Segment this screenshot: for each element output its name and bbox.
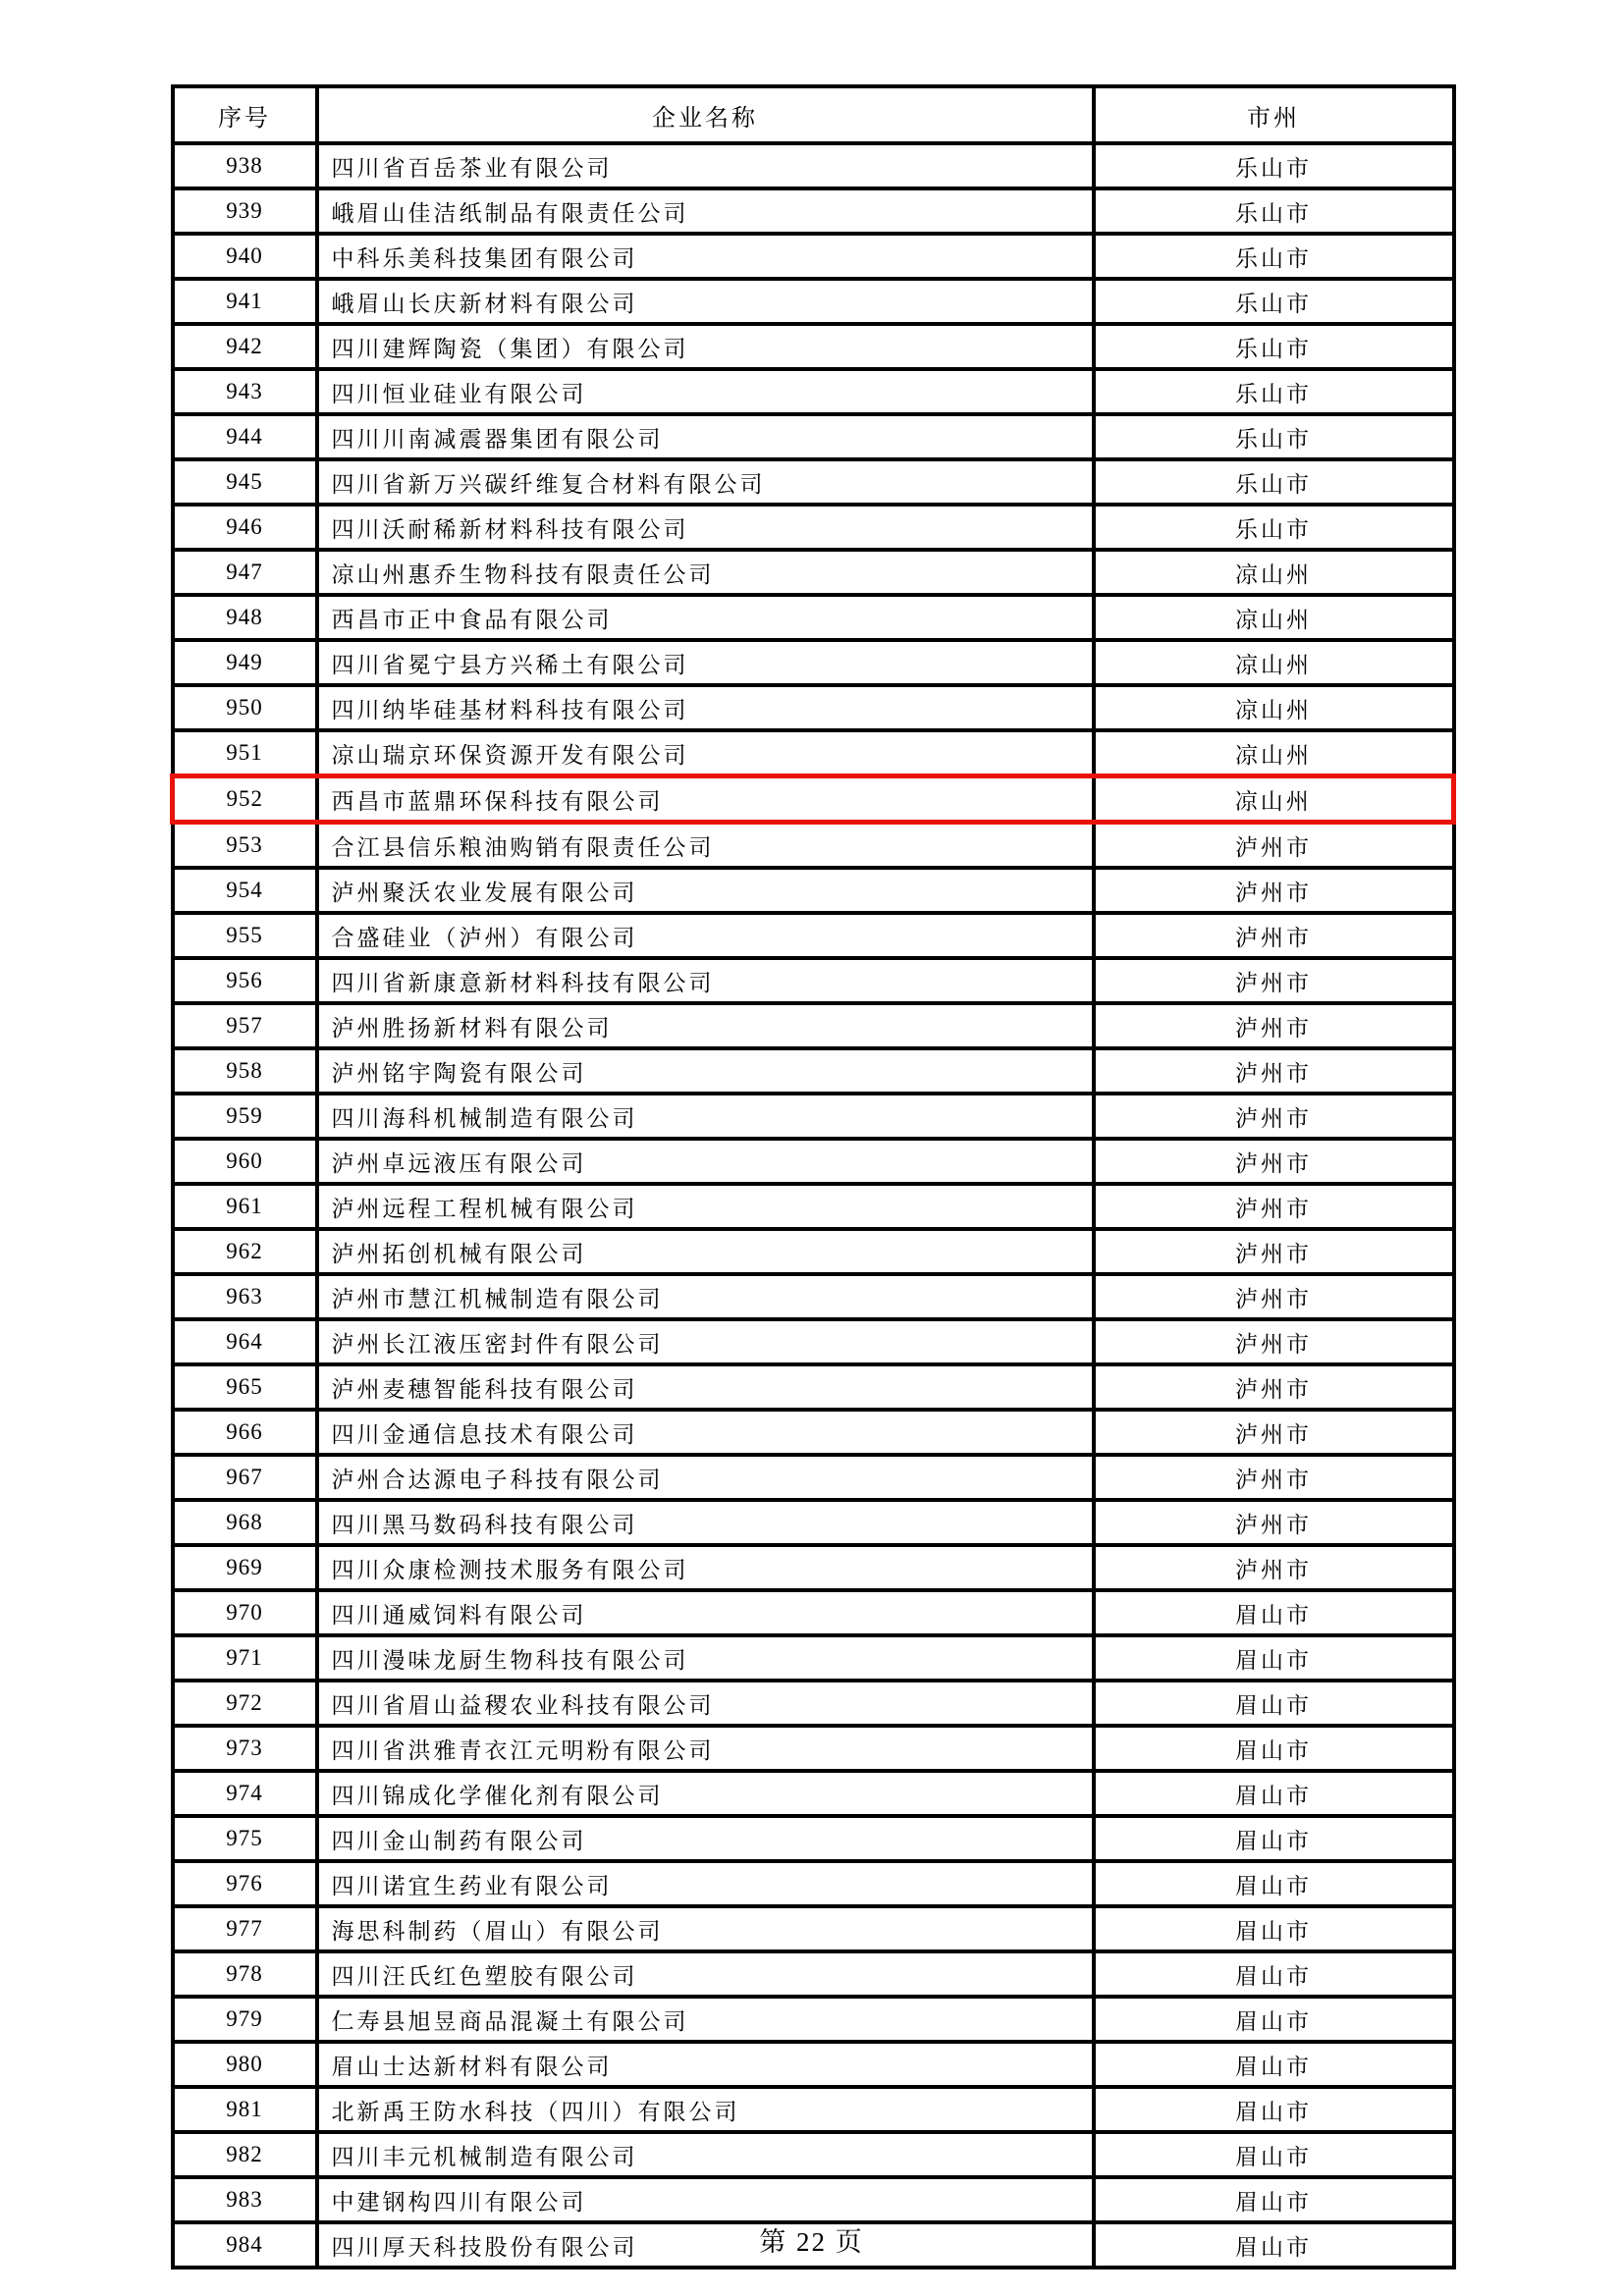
company-name-cell: 峨眉山长庆新材料有限公司: [317, 279, 1094, 324]
company-name-cell: 四川省洪雅青衣江元明粉有限公司: [317, 1726, 1094, 1771]
serial-cell: 975: [173, 1816, 317, 1861]
table-row: [173, 913, 1454, 958]
company-name-cell: 四川金通信息技术有限公司: [317, 1410, 1094, 1455]
serial-cell: 973: [173, 1726, 317, 1771]
city-cell: 泸州市: [1094, 868, 1454, 913]
table-row: [173, 958, 1454, 1003]
company-name-cell: 西昌市正中食品有限公司: [317, 595, 1094, 640]
company-name-cell: 泸州合达源电子科技有限公司: [317, 1455, 1094, 1500]
table-row: [173, 1410, 1454, 1455]
company-name-cell: 四川海科机械制造有限公司: [317, 1094, 1094, 1139]
city-cell: 眉山市: [1094, 2087, 1454, 2132]
company-name-cell: 泸州胜扬新材料有限公司: [317, 1003, 1094, 1048]
city-cell: 乐山市: [1094, 505, 1454, 550]
city-cell: 眉山市: [1094, 1681, 1454, 1726]
table-row: [173, 188, 1454, 234]
city-cell: 乐山市: [1094, 414, 1454, 459]
city-cell: 泸州市: [1094, 1184, 1454, 1229]
city-cell: 泸州市: [1094, 1319, 1454, 1364]
header-row: [173, 86, 1454, 143]
city-cell: 眉山市: [1094, 1816, 1454, 1861]
table-row: [173, 1771, 1454, 1816]
company-name-cell: 泸州麦穗智能科技有限公司: [317, 1364, 1094, 1410]
serial-cell: 979: [173, 1997, 317, 2042]
city-cell: 眉山市: [1094, 1590, 1454, 1635]
table-row: [173, 730, 1454, 776]
company-name-cell: 泸州拓创机械有限公司: [317, 1229, 1094, 1274]
table-row: [173, 823, 1454, 869]
company-name-cell: 四川省冕宁县方兴稀土有限公司: [317, 640, 1094, 685]
table-row: [173, 868, 1454, 913]
table-row: [173, 1816, 1454, 1861]
table-row: [173, 459, 1454, 505]
company-name-cell: 中建钢构四川有限公司: [317, 2177, 1094, 2222]
serial-cell: 972: [173, 1681, 317, 1726]
company-name-cell: 泸州卓远液压有限公司: [317, 1139, 1094, 1184]
city-cell: 乐山市: [1094, 188, 1454, 234]
company-name-cell: 泸州长江液压密封件有限公司: [317, 1319, 1094, 1364]
city-cell: 凉山州: [1094, 550, 1454, 595]
serial-cell: 968: [173, 1500, 317, 1545]
table-row: [173, 1274, 1454, 1319]
company-name-cell: 四川通威饲料有限公司: [317, 1590, 1094, 1635]
company-name-cell: 泸州远程工程机械有限公司: [317, 1184, 1094, 1229]
serial-cell: 982: [173, 2132, 317, 2177]
city-cell: 眉山市: [1094, 2177, 1454, 2222]
city-cell: 眉山市: [1094, 1635, 1454, 1681]
company-name-cell: 四川省百岳茶业有限公司: [317, 143, 1094, 188]
table-body: [173, 143, 1454, 2268]
serial-cell: 964: [173, 1319, 317, 1364]
serial-cell: 965: [173, 1364, 317, 1410]
serial-cell: 940: [173, 234, 317, 279]
company-name-cell: 泸州市慧江机械制造有限公司: [317, 1274, 1094, 1319]
company-name-cell: 四川众康检测技术服务有限公司: [317, 1545, 1094, 1590]
table-row: [173, 1455, 1454, 1500]
table-row: [173, 2177, 1454, 2222]
serial-cell: 960: [173, 1139, 317, 1184]
serial-cell: 961: [173, 1184, 317, 1229]
table-row: [173, 1364, 1454, 1410]
table-row: [173, 369, 1454, 414]
city-cell: 泸州市: [1094, 823, 1454, 869]
table-row: [173, 1635, 1454, 1681]
city-cell: 凉山州: [1094, 685, 1454, 730]
table-row: [173, 1726, 1454, 1771]
company-name-cell: 合江县信乐粮油购销有限责任公司: [317, 823, 1094, 869]
serial-cell: 948: [173, 595, 317, 640]
city-cell: 泸州市: [1094, 1364, 1454, 1410]
table-row: [173, 2132, 1454, 2177]
company-name-cell: 四川建辉陶瓷（集团）有限公司: [317, 324, 1094, 369]
table-row: [173, 1590, 1454, 1635]
serial-cell: 958: [173, 1048, 317, 1094]
city-cell: 眉山市: [1094, 2042, 1454, 2087]
company-name-cell: 四川省眉山益稷农业科技有限公司: [317, 1681, 1094, 1726]
serial-cell: 953: [173, 823, 317, 869]
table-row: [173, 279, 1454, 324]
serial-cell: 976: [173, 1861, 317, 1906]
city-cell: 眉山市: [1094, 1906, 1454, 1951]
table-row: [173, 1094, 1454, 1139]
serial-cell: 945: [173, 459, 317, 505]
city-cell: 凉山州: [1094, 595, 1454, 640]
table-row: [173, 1997, 1454, 2042]
company-name-cell: 四川厚天科技股份有限公司: [317, 2222, 1094, 2268]
serial-cell: 954: [173, 868, 317, 913]
city-cell: 眉山市: [1094, 1726, 1454, 1771]
company-name-cell: 四川锦成化学催化剂有限公司: [317, 1771, 1094, 1816]
table-row: [173, 1906, 1454, 1951]
table-row: [173, 1545, 1454, 1590]
serial-cell: 950: [173, 685, 317, 730]
company-name-cell: 合盛硅业（泸州）有限公司: [317, 913, 1094, 958]
table-row-highlighted: [173, 776, 1454, 823]
table-row: [173, 1500, 1454, 1545]
company-name-cell: 西昌市蓝鼎环保科技有限公司: [317, 776, 1094, 823]
city-cell: 凉山州: [1094, 640, 1454, 685]
company-name-cell: 四川诺宜生药业有限公司: [317, 1861, 1094, 1906]
city-cell: 泸州市: [1094, 1455, 1454, 1500]
city-cell: 泸州市: [1094, 958, 1454, 1003]
company-name-cell: 峨眉山佳洁纸制品有限责任公司: [317, 188, 1094, 234]
serial-cell: 980: [173, 2042, 317, 2087]
table-row: [173, 1048, 1454, 1094]
page-number-footer: 第 22 页: [759, 2227, 864, 2257]
serial-cell: 944: [173, 414, 317, 459]
serial-cell: 955: [173, 913, 317, 958]
company-name-cell: 四川丰元机械制造有限公司: [317, 2132, 1094, 2177]
city-cell: 眉山市: [1094, 1951, 1454, 1997]
city-cell: 乐山市: [1094, 143, 1454, 188]
column-header-city: 市州: [1094, 86, 1454, 143]
table-header: [173, 86, 1454, 143]
city-cell: 眉山市: [1094, 2132, 1454, 2177]
serial-cell: 952: [173, 776, 317, 823]
table-row: [173, 414, 1454, 459]
table-row: [173, 1951, 1454, 1997]
table-row: [173, 640, 1454, 685]
table-row: [173, 1861, 1454, 1906]
table-row: [173, 505, 1454, 550]
serial-cell: 957: [173, 1003, 317, 1048]
column-header-company-name: 企业名称: [317, 86, 1094, 143]
city-cell: 泸州市: [1094, 1003, 1454, 1048]
serial-cell: 947: [173, 550, 317, 595]
table-row: [173, 234, 1454, 279]
city-cell: 乐山市: [1094, 459, 1454, 505]
serial-cell: 939: [173, 188, 317, 234]
serial-cell: 956: [173, 958, 317, 1003]
table-row: [173, 143, 1454, 188]
serial-cell: 962: [173, 1229, 317, 1274]
company-name-cell: 四川省新康意新材料科技有限公司: [317, 958, 1094, 1003]
city-cell: 泸州市: [1094, 913, 1454, 958]
company-name-cell: 凉山州惠乔生物科技有限责任公司: [317, 550, 1094, 595]
serial-cell: 951: [173, 730, 317, 776]
table-row: [173, 685, 1454, 730]
company-name-cell: 中科乐美科技集团有限公司: [317, 234, 1094, 279]
company-name-cell: 四川沃耐稀新材料科技有限公司: [317, 505, 1094, 550]
company-name-cell: 北新禹王防水科技（四川）有限公司: [317, 2087, 1094, 2132]
city-cell: 泸州市: [1094, 1545, 1454, 1590]
serial-cell: 963: [173, 1274, 317, 1319]
serial-cell: 967: [173, 1455, 317, 1500]
table-row: [173, 1184, 1454, 1229]
company-name-cell: 四川川南减震器集团有限公司: [317, 414, 1094, 459]
company-name-cell: 四川纳毕硅基材料科技有限公司: [317, 685, 1094, 730]
company-name-cell: 海思科制药（眉山）有限公司: [317, 1906, 1094, 1951]
table-row: [173, 2042, 1454, 2087]
city-cell: 泸州市: [1094, 1229, 1454, 1274]
serial-cell: 984: [173, 2222, 317, 2268]
table-row: [173, 1003, 1454, 1048]
serial-cell: 966: [173, 1410, 317, 1455]
table-row: [173, 1319, 1454, 1364]
serial-cell: 946: [173, 505, 317, 550]
city-cell: 乐山市: [1094, 234, 1454, 279]
city-cell: 泸州市: [1094, 1500, 1454, 1545]
serial-cell: 974: [173, 1771, 317, 1816]
city-cell: 眉山市: [1094, 1997, 1454, 2042]
city-cell: 凉山州: [1094, 730, 1454, 776]
company-name-cell: 泸州聚沃农业发展有限公司: [317, 868, 1094, 913]
company-name-cell: 仁寿县旭昱商品混凝土有限公司: [317, 1997, 1094, 2042]
table-row: [173, 595, 1454, 640]
table-row: [173, 1139, 1454, 1184]
serial-cell: 938: [173, 143, 317, 188]
serial-cell: 977: [173, 1906, 317, 1951]
city-cell: 眉山市: [1094, 1861, 1454, 1906]
table-row: [173, 1229, 1454, 1274]
company-table: [170, 84, 1456, 2269]
serial-cell: 970: [173, 1590, 317, 1635]
serial-cell: 959: [173, 1094, 317, 1139]
serial-cell: 941: [173, 279, 317, 324]
company-name-cell: 四川黑马数码科技有限公司: [317, 1500, 1094, 1545]
table-row: [173, 324, 1454, 369]
column-header-serial: 序号: [173, 86, 317, 143]
company-name-cell: 四川省新万兴碳纤维复合材料有限公司: [317, 459, 1094, 505]
city-cell: 泸州市: [1094, 1048, 1454, 1094]
serial-cell: 969: [173, 1545, 317, 1590]
table-row: [173, 2087, 1454, 2132]
serial-cell: 942: [173, 324, 317, 369]
serial-cell: 949: [173, 640, 317, 685]
company-name-cell: 四川漫味龙厨生物科技有限公司: [317, 1635, 1094, 1681]
table-row: [173, 1681, 1454, 1726]
serial-cell: 971: [173, 1635, 317, 1681]
city-cell: 泸州市: [1094, 1139, 1454, 1184]
company-name-cell: 四川恒业硅业有限公司: [317, 369, 1094, 414]
company-name-cell: 泸州铭宇陶瓷有限公司: [317, 1048, 1094, 1094]
company-name-cell: 四川汪氏红色塑胶有限公司: [317, 1951, 1094, 1997]
city-cell: 乐山市: [1094, 279, 1454, 324]
company-name-cell: 凉山瑞京环保资源开发有限公司: [317, 730, 1094, 776]
serial-cell: 978: [173, 1951, 317, 1997]
city-cell: 眉山市: [1094, 2222, 1454, 2268]
company-name-cell: 四川金山制药有限公司: [317, 1816, 1094, 1861]
company-name-cell: 眉山士达新材料有限公司: [317, 2042, 1094, 2087]
serial-cell: 943: [173, 369, 317, 414]
serial-cell: 981: [173, 2087, 317, 2132]
serial-cell: 983: [173, 2177, 317, 2222]
city-cell: 乐山市: [1094, 324, 1454, 369]
city-cell: 泸州市: [1094, 1410, 1454, 1455]
city-cell: 泸州市: [1094, 1274, 1454, 1319]
city-cell: 乐山市: [1094, 369, 1454, 414]
city-cell: 眉山市: [1094, 1771, 1454, 1816]
city-cell: 泸州市: [1094, 1094, 1454, 1139]
city-cell: 凉山州: [1094, 776, 1454, 823]
table-row: [173, 550, 1454, 595]
